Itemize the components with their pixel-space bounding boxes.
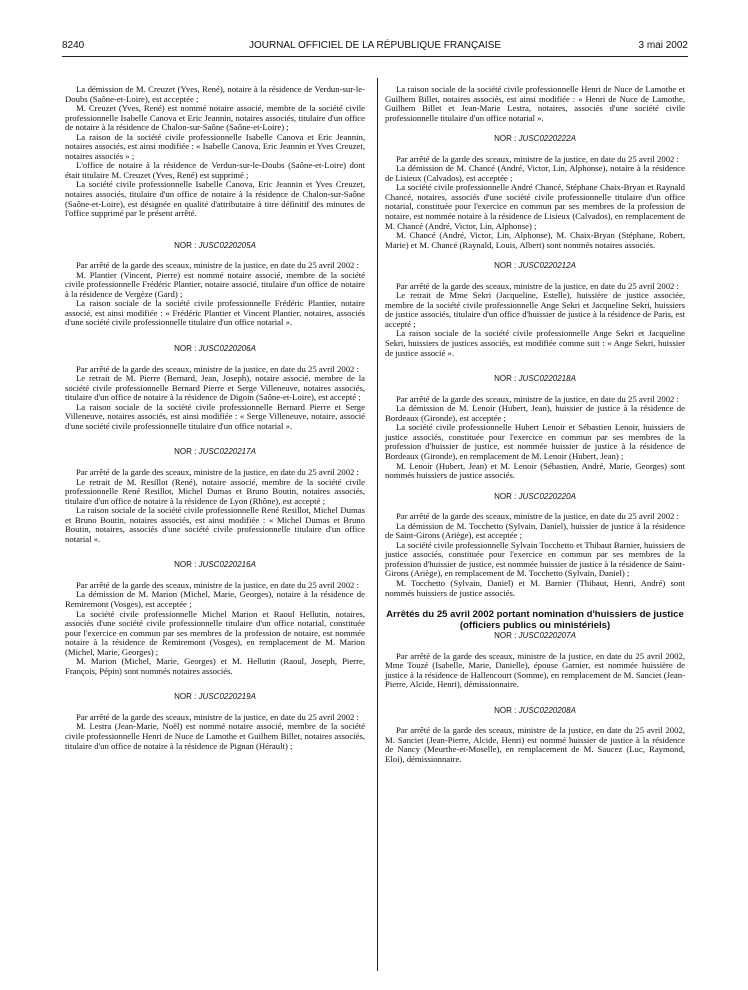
paragraph: La société civile professionnelle Hubert Lenoir et Sébastien Lenoir, huissiers de justice associés, constituée pour l'exercice en commun par ses membres de la profession d'huissier de justice, est nommée huissier de justice à la résidence de Bordeaux (Gironde), en remplacement de M. Lenoir (Hubert, Jean) ; (385, 422, 685, 461)
decree-section (65, 447, 365, 544)
paragraph: M. Lenoir (Hubert, Jean) et M. Lenoir (Sébastien, André, Marie, Georges) sont nommés huissiers de justice associés. (385, 460, 685, 481)
paragraph: M. Creuzet (Yves, René) est nommé notaire associé, membre de la société civile professionnelle Isabelle Canova et Eric Jeannin, notaires associés, titulaire d'un office de notaire à la résidence de Chalon-sur-Saône (Saône-et-Loire) ; (65, 103, 365, 133)
left-column (65, 85, 365, 751)
nor-reference: NOR : JUSC0220207A (494, 631, 576, 641)
paragraph: M. Marion (Michel, Marie, Georges) et M. Hellutin (Raoul, Joseph, Pierre, François, Pépin) sont nommés notaires associés. (65, 656, 365, 676)
paragraph: La raison de la société civile professionnelle Isabelle Canova et Eric Jeannin, notaires associés, est ainsi modifiée : « Isabelle Canova, Eric Jeannin et Yves Creuzet, notaires associés » ; (65, 131, 365, 161)
decree-section (385, 706, 685, 765)
nor-reference: NOR : JUSC0220212A (494, 261, 576, 271)
decree-section (385, 261, 685, 358)
paragraph: Par arrêté de la garde des sceaux, ministre de la justice, en date du 25 avril 2002 : (396, 280, 679, 291)
paragraph: M. Tocchetto (Sylvain, Daniel) et M. Barnier (Thibaut, Henri, André) sont nommés huissiers de justice associés. (385, 577, 685, 598)
issue-date: 3 mai 2002 (638, 40, 688, 51)
paragraph: La démission de M. Lenoir (Hubert, Jean), huissier de justice à la résidence de Bordeaux (Gironde), est acceptée ; (385, 403, 685, 423)
paragraph: L'office de notaire à la résidence de Verdun-sur-le-Doubs (Saône-et-Loire) dont était titulaire M. Creuzet (Yves, René) est supprimé ; (65, 160, 365, 180)
page-header (62, 40, 688, 54)
page-number: 8240 (62, 40, 85, 51)
paragraph: La démission de M. Chancé (André, Victor, Lin, Alphonse), notaire à la résidence de Lisieux (Calvados), est acceptée ; (385, 163, 685, 183)
decree-section (385, 134, 685, 250)
decree-section (385, 85, 685, 123)
paragraph: Par arrêté de la garde des sceaux, ministre de la justice, en date du 25 avril 2002 : (76, 466, 359, 477)
nor-reference: NOR : JUSC0220219A (174, 692, 256, 702)
paragraph: La société civile professionnelle Sylvain Tocchetto et Thibaut Barnier, huissiers de justice associés, constituée pour l'exercice en commun par ses membres de la profession d'huissier de justice, est nommée huissier de justice à la résidence de Saint-Girons (Ariège), en remplacement de M. Tocchetto (Sylvain, Daniel) ; (385, 539, 685, 579)
paragraph: Par arrêté de la garde des sceaux, ministre de la justice, en date du 25 avril 2002 : (396, 393, 679, 404)
paragraph: La démission de M. Marion (Michel, Marie, Georges), notaire à la résidence de Remiremont (Vosges), est acceptée ; (65, 589, 365, 609)
header-rule (62, 56, 688, 57)
decree-section (65, 692, 365, 751)
paragraph: Par arrêté de la garde des sceaux, ministre de la justice, en date du 25 avril 2002 : (76, 260, 359, 271)
decree-section (385, 374, 685, 480)
paragraph: Par arrêté de la garde des sceaux, ministre de la justice, en date du 25 avril 2002, M. Sanciet (Jean-Pierre, Alcide, Henri) est nommé huissier de justice à la résidence de Nancy (Meurthe-et-Moselle), en remplacement de M. Saucez (Luc, Raymond, Eloi), démissionnaire. (385, 725, 685, 764)
nor-reference: NOR : JUSC0220206A (174, 344, 256, 354)
paragraph: Le retrait de Mme Sekri (Jacqueline, Estelle), huissière de justice associée, membre de la société civile professionnelle Ange Sekri et Jacqueline Sekri, huissiers de justice associés, titulaire d'un office d'huissier de justice à la résidence de Paris, est accepté ; (385, 290, 685, 329)
decree-section (65, 560, 365, 676)
nor-reference: NOR : JUSC0220222A (494, 134, 576, 144)
paragraph: Par arrêté de la garde des sceaux, ministre de la justice, en date du 25 avril 2002 : (396, 511, 679, 522)
decree-section (385, 631, 685, 690)
decree-section (65, 344, 365, 431)
decree-section (65, 85, 365, 219)
nor-reference: NOR : JUSC0220220A (494, 491, 576, 501)
paragraph: Par arrêté de la garde des sceaux, ministre de la justice, en date du 25 avril 2002 : (76, 579, 359, 590)
column-divider (377, 78, 378, 971)
decree-section (385, 492, 685, 598)
nor-reference: NOR : JUSC0220205A (174, 240, 256, 250)
paragraph: Le retrait de M. Resillot (René), notaire associé, membre de la société civile professionnelle René Resillot, Michel Dumas et Bruno Boutin, notaires associés, titulaire d'un office de notaire à la résidence de Lyon (Rhône), est accepté ; (65, 476, 365, 506)
paragraph: Par arrêté de la garde des sceaux, ministre de la justice, en date du 25 avril 2002, Mme Touzé (Isabelle, Marie, Danielle), épouse Garnier, est nommée huissière de justice à la résidence de Hallencourt (Somme), en remplacement de M. Sanciet (Jean-Pierre, Alcide, Henri), démissionnaire. (385, 650, 685, 690)
paragraph: M. Lestra (Jean-Marie, Noël) est nommé notaire associé, membre de la société civile professionnelle Henri de Nuce de Lamothe et Guilhem Billet, notaires associés, titulaire d'un office de notaire à la résidence de Pignan (Hérault) ; (65, 721, 365, 751)
nor-reference: NOR : JUSC0220208A (494, 705, 576, 715)
section-heading: Arrêtés du 25 avril 2002 portant nomination d'huissiers de justice (officiers publics ou ministériels) (386, 609, 684, 632)
paragraph: La démission de M. Creuzet (Yves, René), notaire à la résidence de Verdun-sur-le-Doubs (Saône-et-Loire), est acceptée ; (65, 84, 365, 104)
nor-reference: NOR : JUSC0220217A (174, 447, 256, 457)
paragraph: Par arrêté de la garde des sceaux, ministre de la justice, en date du 25 avril 2002 : (396, 153, 679, 164)
journal-title: JOURNAL OFFICIEL DE LA RÉPUBLIQUE FRANÇAISE (248, 40, 502, 51)
paragraph: La raison sociale de la société civile professionnelle Frédéric Plantier, notaire associé, est ainsi modifiée : « Frédéric Plantier et Vincent Plantier, notaires, associés d'une société civile professionnelle titulaire d'un office notarial ». (65, 298, 365, 328)
right-column (385, 85, 685, 765)
paragraph: La société civile professionnelle Michel Marion et Raoul Hellutin, notaires, associés d'une société civile professionnelle titulaire d'un office notarial, constituée pour l'exercice en commun par ses membres de la profession de notaire, est nommée notaire à la résidence de Remiremont (Vosges), en remplacement de M. Marion (Michel, Marie, Georges) ; (65, 608, 365, 657)
paragraph: Par arrêté de la garde des sceaux, ministre de la justice, en date du 25 avril 2002 : (76, 363, 359, 374)
nor-reference: NOR : JUSC0220216A (174, 560, 256, 570)
paragraph: Par arrêté de la garde des sceaux, ministre de la justice, en date du 25 avril 2002 : (76, 711, 359, 722)
paragraph: La raison sociale de la société civile professionnelle Henri de Nuce de Lamothe et Guilhem Billet, notaires associés, est ainsi modifiée : « Henri de Nuce de Lamothe, Guilhem Billet et Jean-Marie Lestra, notaires, associés d'une société civile professionnelle titulaire d'un office notarial ». (385, 84, 685, 123)
paragraph: La société civile professionnelle Isabelle Canova, Eric Jeannin et Yves Creuzet, notaires associés, titulaire d'un office de notaire à la résidence de Chalon-sur-Saône (Saône-et-Loire), est désignée en qualité d'attributaire à titre définitif des minutes de l'office supprimé par le présent arrêté. (65, 179, 365, 219)
nor-reference: NOR : JUSC0220218A (494, 374, 576, 384)
paragraph: M. Chancé (André, Victor, Lin, Alphonse), M. Chaix-Bryan (Stéphane, Robert, Marie) et M. Chancé (Raynald, Louis, Albert) sont nommés notaires associés. (385, 230, 685, 250)
paragraph: La société civile professionnelle André Chancé, Stéphane Chaix-Bryan et Raynald Chancé, notaires, associés d'une société civile professionnelle titulaire d'un office notarial, constituée pour l'exercice en commun par ses membres de la profession de notaire, est nommée notaire à la résidence de Lisieux (Calvados), en remplacement de M. Chancé (André, Victor, Lin, Alphonse) ; (385, 182, 685, 231)
paragraph: La démission de M. Tocchetto (Sylvain, Daniel), huissier de justice à la résidence de Saint-Girons (Ariège), est acceptée ; (385, 520, 685, 541)
paragraph: La raison sociale de la société civile professionnelle Bernard Pierre et Serge Villeneuve, notaires associés, est ainsi modifiée : « Serge Villeneuve, notaire, associé d'une société civile professionnelle titulaire d'un office notarial ». (65, 401, 365, 431)
paragraph: La raison sociale de la société civile professionnelle Ange Sekri et Jacqueline Sekri, huissiers de justices associés, est modifiée comme suit : « Ange Sekri, huissier de justice associé ». (385, 328, 685, 358)
paragraph: Le retrait de M. Pierre (Bernard, Jean, Joseph), notaire associé, membre de la société civile professionnelle Bernard Pierre et Serge Villeneuve, notaires associés, titulaire d'un office de notaire à la résidence de Digoin (Saône-et-Loire), est accepté ; (65, 373, 365, 403)
decree-section (65, 241, 365, 328)
paragraph: La raison sociale de la société civile professionnelle René Resillot, Michel Dumas et Bruno Boutin, notaires associés, est ainsi modifiée : « Michel Dumas et Bruno Boutin, notaires, associés d'une société civile professionnelle titulaire d'un office notarial ». (65, 505, 365, 544)
paragraph: M. Plantier (Vincent, Pierre) est nommé notaire associé, membre de la société civile professionnelle Frédéric Plantier, notaire associé, titulaire d'un office de notaire à la résidence de Vergèze (Gard) ; (65, 269, 365, 299)
